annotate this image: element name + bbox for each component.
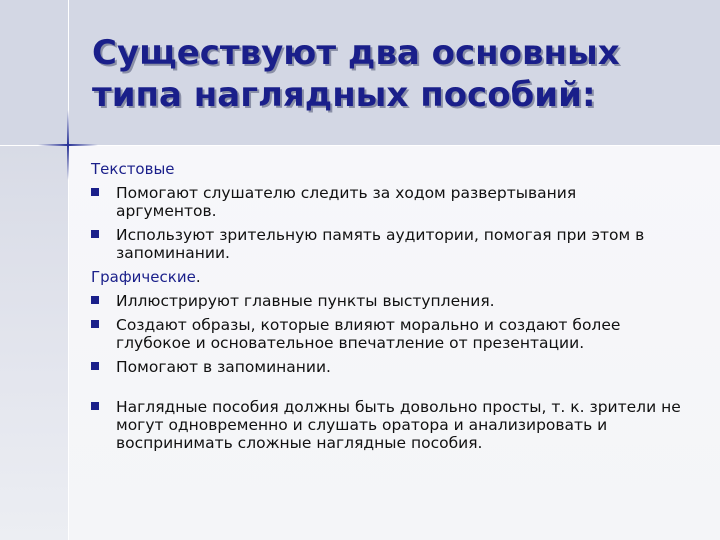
bullet-item [91, 226, 681, 262]
vertical-divider [68, 0, 69, 540]
bullet-text: Создают образы, которые влияют морально и создают более глубокое и основательное впечатление от презентации. [116, 316, 621, 352]
left-strip [0, 145, 68, 540]
bullet-text: Иллюстрируют главные пункты выступления. [116, 292, 495, 310]
note-item [91, 398, 681, 452]
square-bullet-icon [91, 296, 99, 304]
sparkle-vertical-ray [67, 110, 69, 180]
square-bullet-icon [91, 320, 99, 328]
bullet-text: Помогают в запоминании. [116, 358, 331, 376]
slide-body [91, 160, 681, 458]
section-heading-graphic-label: Графические [91, 268, 196, 286]
section-heading-text [91, 160, 681, 178]
section-heading-text-label: Текстовые [91, 160, 175, 178]
bullet-item [91, 358, 681, 376]
bullet-text: Используют зрительную память аудитории, помогая при этом в запоминании. [116, 226, 645, 262]
section-heading-graphic [91, 268, 681, 286]
square-bullet-icon [91, 362, 99, 370]
horizontal-divider [0, 145, 720, 146]
note-text: Наглядные пособия должны быть довольно просты, т. к. зрители не могут одновременно и слушать оратора и анализировать и воспринимать сложные наглядные пособия. [116, 398, 681, 452]
square-bullet-icon [91, 402, 99, 410]
square-bullet-icon [91, 188, 99, 196]
bullet-item [91, 316, 681, 352]
bullet-item [91, 184, 681, 220]
bullet-text: Помогают слушателю следить за ходом развертывания аргументов. [116, 184, 577, 220]
section-heading-suffix: . [195, 268, 201, 286]
bullet-item [91, 292, 681, 310]
square-bullet-icon [91, 230, 99, 238]
slide-title: Существуют два основных типа наглядных пособий: [92, 33, 620, 115]
